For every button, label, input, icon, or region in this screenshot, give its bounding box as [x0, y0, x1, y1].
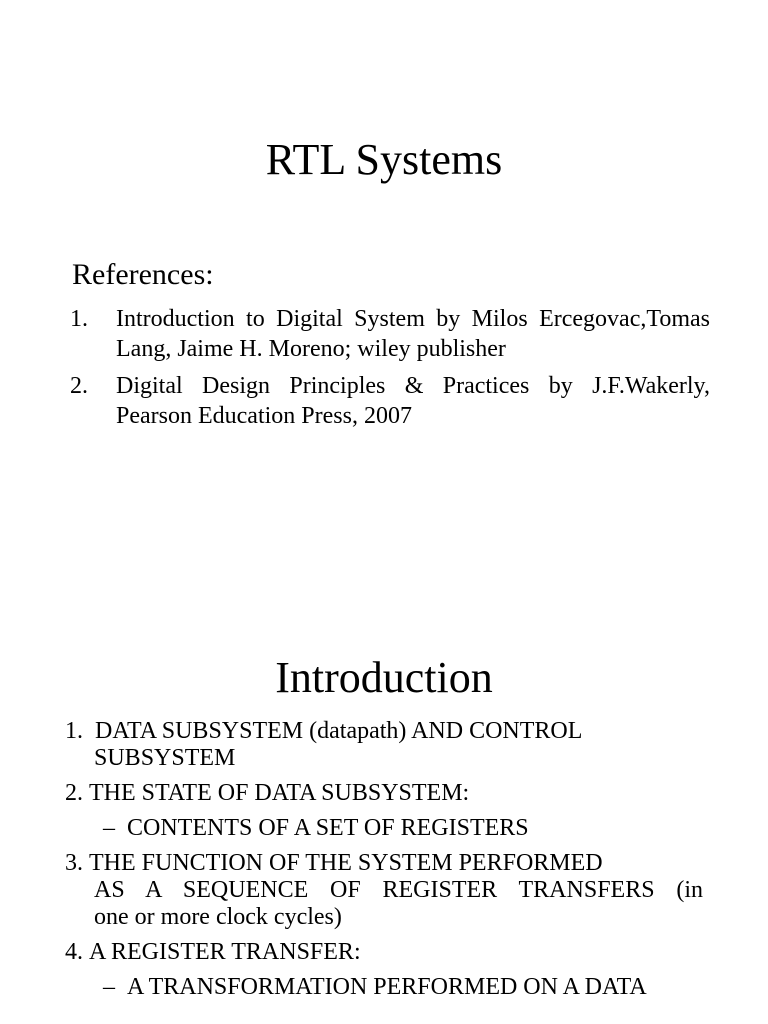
- sub-list-item: [65, 815, 703, 842]
- reference-number: 2.: [70, 373, 88, 399]
- item-number: 2.: [65, 780, 83, 806]
- item-text: THE STATE OF DATA SUBSYSTEM:: [89, 780, 470, 806]
- item-number: 4.: [65, 939, 83, 965]
- reference-number: 1.: [70, 306, 88, 332]
- references-list: [70, 304, 710, 438]
- sub-list-item: [65, 974, 703, 1001]
- item-text: A REGISTER TRANSFER:: [89, 939, 361, 965]
- slide-title: RTL Systems: [265, 135, 503, 184]
- sub-item-text: A TRANSFORMATION PERFORMED ON A DATA: [127, 974, 647, 1000]
- slide-title: Introduction: [275, 653, 493, 702]
- item-text-continuation: AS A SEQUENCE OF REGISTER TRANSFERS (in: [94, 877, 703, 903]
- item-number: 1.: [65, 718, 83, 744]
- item-text-continuation: one or more clock cycles): [94, 904, 342, 930]
- list-item: [65, 718, 703, 772]
- item-text: DATA SUBSYSTEM (datapath) AND CONTROL: [95, 718, 583, 744]
- sub-item-text: CONTENTS OF A SET OF REGISTERS: [127, 815, 529, 841]
- list-item: [65, 850, 703, 931]
- references-heading: References:: [72, 258, 214, 291]
- item-text: THE FUNCTION OF THE SYSTEM PERFORMED: [89, 850, 603, 876]
- item-number: 3.: [65, 850, 83, 876]
- reference-text: Digital Design Principles & Practices by J.F.Wakerly, Pearson Education Press, 2007: [116, 373, 710, 429]
- list-item: [65, 780, 703, 842]
- slide-introduction: [0, 512, 768, 1024]
- reference-text: Introduction to Digital System by Milos Ercegovac,Tomas Lang, Jaime H. Moreno; wiley publisher: [116, 306, 710, 362]
- dash-bullet: –: [103, 815, 115, 841]
- introduction-list: [65, 718, 703, 1009]
- list-item: [65, 939, 703, 1001]
- item-text-continuation: SUBSYSTEM: [94, 745, 236, 771]
- dash-bullet: –: [103, 974, 115, 1000]
- reference-item: [70, 304, 710, 364]
- reference-item: [70, 371, 710, 431]
